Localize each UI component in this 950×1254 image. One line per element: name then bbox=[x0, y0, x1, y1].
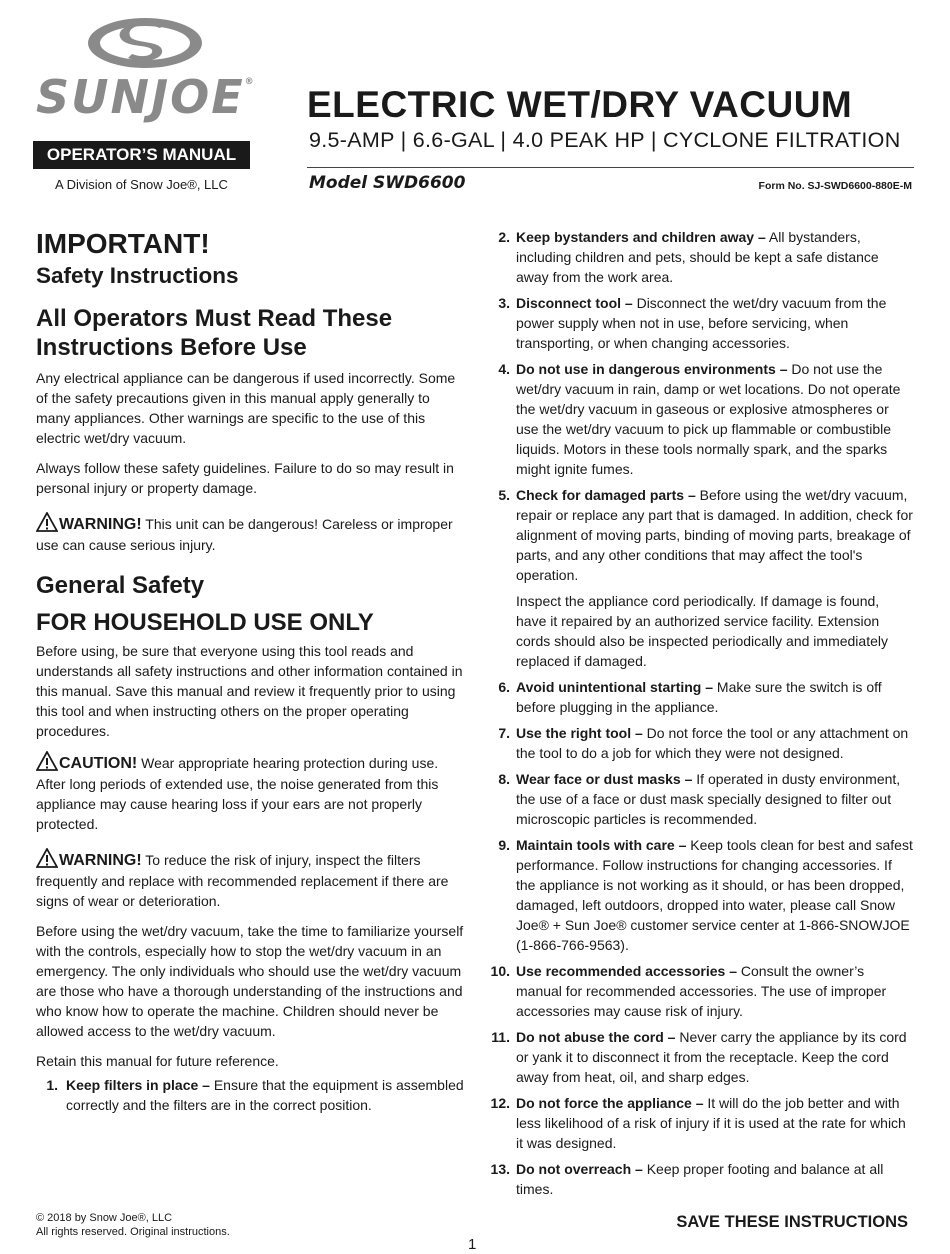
brand-wordmark: SUNJOE® bbox=[36, 70, 256, 124]
list-item-title: Use recommended accessories – bbox=[516, 963, 738, 979]
warning-alert-1 bbox=[36, 512, 464, 555]
caution-text: Wear appropriate hearing protection during use. After long periods of extended use, the noise generated from this appliance may cause hearing loss if your ears are not properly protected. bbox=[36, 755, 439, 832]
list-item bbox=[488, 227, 913, 287]
list-item-title: Keep bystanders and children away – bbox=[516, 229, 766, 245]
list-item-title: Avoid unintentional starting – bbox=[516, 679, 714, 695]
list-item-text: Make sure the switch is off before plugging in the appliance. bbox=[516, 679, 882, 715]
model-number: Model SWD6600 bbox=[309, 173, 466, 193]
list-item-number: 5. bbox=[498, 487, 510, 503]
rights-line: All rights reserved. Original instructions. bbox=[36, 1226, 230, 1238]
list-item-title: Check for damaged parts – bbox=[516, 487, 696, 503]
list-item-number: 7. bbox=[498, 725, 510, 741]
copyright-notice bbox=[36, 1211, 230, 1239]
list-item bbox=[488, 723, 913, 763]
list-item-text: It will do the job better and with less likelihood of a risk of injury if it is used at the rate for which it was designed. bbox=[516, 1095, 906, 1151]
heading-operators-line1: All Operators Must Read These bbox=[36, 305, 393, 332]
list-item-title: Wear face or dust masks – bbox=[516, 771, 693, 787]
division-text: A Division of Snow Joe®, LLC bbox=[55, 177, 228, 192]
warning-text: This unit can be dangerous! Careless or improper use can cause serious injury. bbox=[36, 516, 453, 553]
list-item-text: Ensure that the equipment is assembled correctly and the filters are in the correct position. bbox=[66, 1077, 464, 1113]
right-column bbox=[488, 227, 913, 1205]
list-item-number: 6. bbox=[498, 679, 510, 695]
warning-text: To reduce the risk of injury, inspect the filters frequently and replace with recommended replacement if there are signs of wear or deterioration. bbox=[36, 852, 449, 909]
list-item-text: Never carry the appliance by its cord or yank it to disconnect it from the receptacle. Keep the cord away from heat, oil, and sharp edges. bbox=[516, 1029, 907, 1085]
heading-important: IMPORTANT! bbox=[36, 228, 210, 259]
warning-triangle-icon bbox=[36, 751, 58, 771]
list-item bbox=[488, 1027, 913, 1087]
left-column bbox=[36, 227, 464, 1121]
list-item-title: Maintain tools with care – bbox=[516, 837, 687, 853]
header-divider bbox=[307, 167, 914, 168]
list-item-number: 3. bbox=[498, 295, 510, 311]
warning-alert-2 bbox=[36, 848, 464, 911]
warning-triangle-icon bbox=[36, 848, 58, 868]
list-item-number: 8. bbox=[498, 771, 510, 787]
caution-alert bbox=[36, 751, 464, 834]
warning-triangle-icon bbox=[36, 512, 58, 532]
list-item-text: If operated in dusty environment, the use of a face or dust mask specially designed to filter out microscopic particles is recommended. bbox=[516, 771, 901, 827]
heading-operators-line2: Instructions Before Use bbox=[36, 334, 307, 361]
list-item-title: Use the right tool – bbox=[516, 725, 643, 741]
list-item bbox=[488, 677, 913, 717]
list-item-subparagraph: Inspect the appliance cord periodically. If damage is found, have it repaired by an authorized service facility. Extension cords should also be inspected periodically and immediately replaced if damaged. bbox=[516, 593, 888, 669]
list-item-number: 4. bbox=[498, 361, 510, 377]
list-item-title: Do not abuse the cord – bbox=[516, 1029, 676, 1045]
list-item-number: 2. bbox=[498, 229, 510, 245]
list-item-text: Consult the owner’s manual for recommended accessories. The use of improper accessories may cause risk of injury. bbox=[516, 963, 887, 1019]
before-using-paragraph: Before using, be sure that everyone using this tool reads and understands all safety instructions and other information contained in this manual. Save this manual and review it frequently prior to using this tool and when instructing others on the proper operating procedures. bbox=[36, 643, 463, 739]
list-item-text: All bystanders, including children and pets, should be kept a safe distance away from the work area. bbox=[516, 229, 879, 285]
list-item-title: Do not force the appliance – bbox=[516, 1095, 704, 1111]
list-item bbox=[488, 769, 913, 829]
list-item bbox=[488, 961, 913, 1021]
copyright-line: © 2018 by Snow Joe®, LLC bbox=[36, 1212, 173, 1224]
operators-manual-badge: OPERATOR’S MANUAL bbox=[33, 141, 250, 169]
warning-label: WARNING! bbox=[59, 516, 142, 533]
list-item bbox=[488, 1093, 913, 1153]
caution-label: CAUTION! bbox=[59, 755, 138, 772]
document-title: ELECTRIC WET/DRY VACUUM bbox=[307, 84, 853, 125]
list-item-text: Disconnect the wet/dry vacuum from the power supply when not in use, before servicing, when transporting, or when changing accessories. bbox=[516, 295, 887, 351]
list-item bbox=[488, 293, 913, 353]
retain-paragraph: Retain this manual for future reference. bbox=[36, 1053, 279, 1069]
list-item-text: Keep proper footing and balance at all times. bbox=[516, 1161, 884, 1197]
familiarize-paragraph: Before using the wet/dry vacuum, take the time to familiarize yourself with the controls, especially how to stop the wet/dry vacuum in an emergency. The only individuals who should use the wet/dry vacuum are those who have a thorough understanding of the instructions and who know how to operate the machine. Children should never be allowed access to the wet/dry vacuum. bbox=[36, 923, 464, 1039]
sunjoe-logo-icon bbox=[86, 16, 204, 70]
guidelines-paragraph: Always follow these safety guidelines. Failure to do so may result in personal injury or property damage. bbox=[36, 460, 454, 496]
list-item bbox=[488, 1159, 913, 1199]
list-item-number: 11. bbox=[491, 1029, 510, 1045]
list-item-title: Disconnect tool – bbox=[516, 295, 633, 311]
heading-household-use: FOR HOUSEHOLD USE ONLY bbox=[36, 609, 374, 636]
list-item bbox=[36, 1075, 464, 1115]
list-item-text: Keep tools clean for best and safest performance. Follow instructions for changing accessories. If the appliance is not working as it should, or has been dropped, damaged, left outdoors, dropped into water, please call Snow Joe® + Sun Joe® customer service center at 1-866-SNOWJOE (1-866-766-9563). bbox=[516, 837, 913, 953]
save-instructions-footer: SAVE THESE INSTRUCTIONS bbox=[676, 1213, 908, 1231]
list-item-number: 1. bbox=[46, 1077, 58, 1093]
list-item-title: Do not use in dangerous environments – bbox=[516, 361, 788, 377]
heading-general-safety: General Safety bbox=[36, 572, 205, 599]
page-number: 1 bbox=[468, 1236, 477, 1253]
list-item bbox=[488, 359, 913, 479]
list-item bbox=[488, 485, 913, 671]
list-item-number: 12. bbox=[490, 1095, 510, 1111]
list-item-title: Keep filters in place – bbox=[66, 1077, 210, 1093]
list-item-number: 9. bbox=[498, 837, 510, 853]
list-item-text: Do not force the tool or any attachment on the tool to do a job for which they were not designed. bbox=[516, 725, 909, 761]
heading-safety-instructions: Safety Instructions bbox=[36, 263, 239, 288]
list-item-number: 10. bbox=[490, 963, 510, 979]
list-item bbox=[488, 835, 913, 955]
list-item-text: Before using the wet/dry vacuum, repair or replace any part that is damaged. In addition, check for alignment of moving parts, binding of moving parts, breakage of parts, and any other conditions that may affect the tool's operation. bbox=[516, 487, 913, 583]
list-item-number: 13. bbox=[490, 1161, 510, 1177]
list-item-title: Do not overreach – bbox=[516, 1161, 643, 1177]
warning-label: WARNING! bbox=[59, 852, 142, 869]
intro-paragraph: Any electrical appliance can be dangerous if used incorrectly. Some of the safety precautions given in this manual apply generally to many appliances. Other warnings are specific to the use of this electric wet/dry vacuum. bbox=[36, 370, 456, 446]
document-subtitle: 9.5-AMP | 6.6-GAL | 4.0 PEAK HP | CYCLONE FILTRATION bbox=[309, 128, 901, 152]
form-number: Form No. SJ-SWD6600-880E-M bbox=[758, 180, 912, 192]
list-item-text: Do not use the wet/dry vacuum in rain, damp or wet locations. Do not operate the wet/dry vacuum in gaseous or explosive atmospheres or use the wet/dry vacuum to pick up flammable or combustible liquids. Motors in these tools normally spark, and the sparks might ignite fumes. bbox=[516, 361, 901, 477]
